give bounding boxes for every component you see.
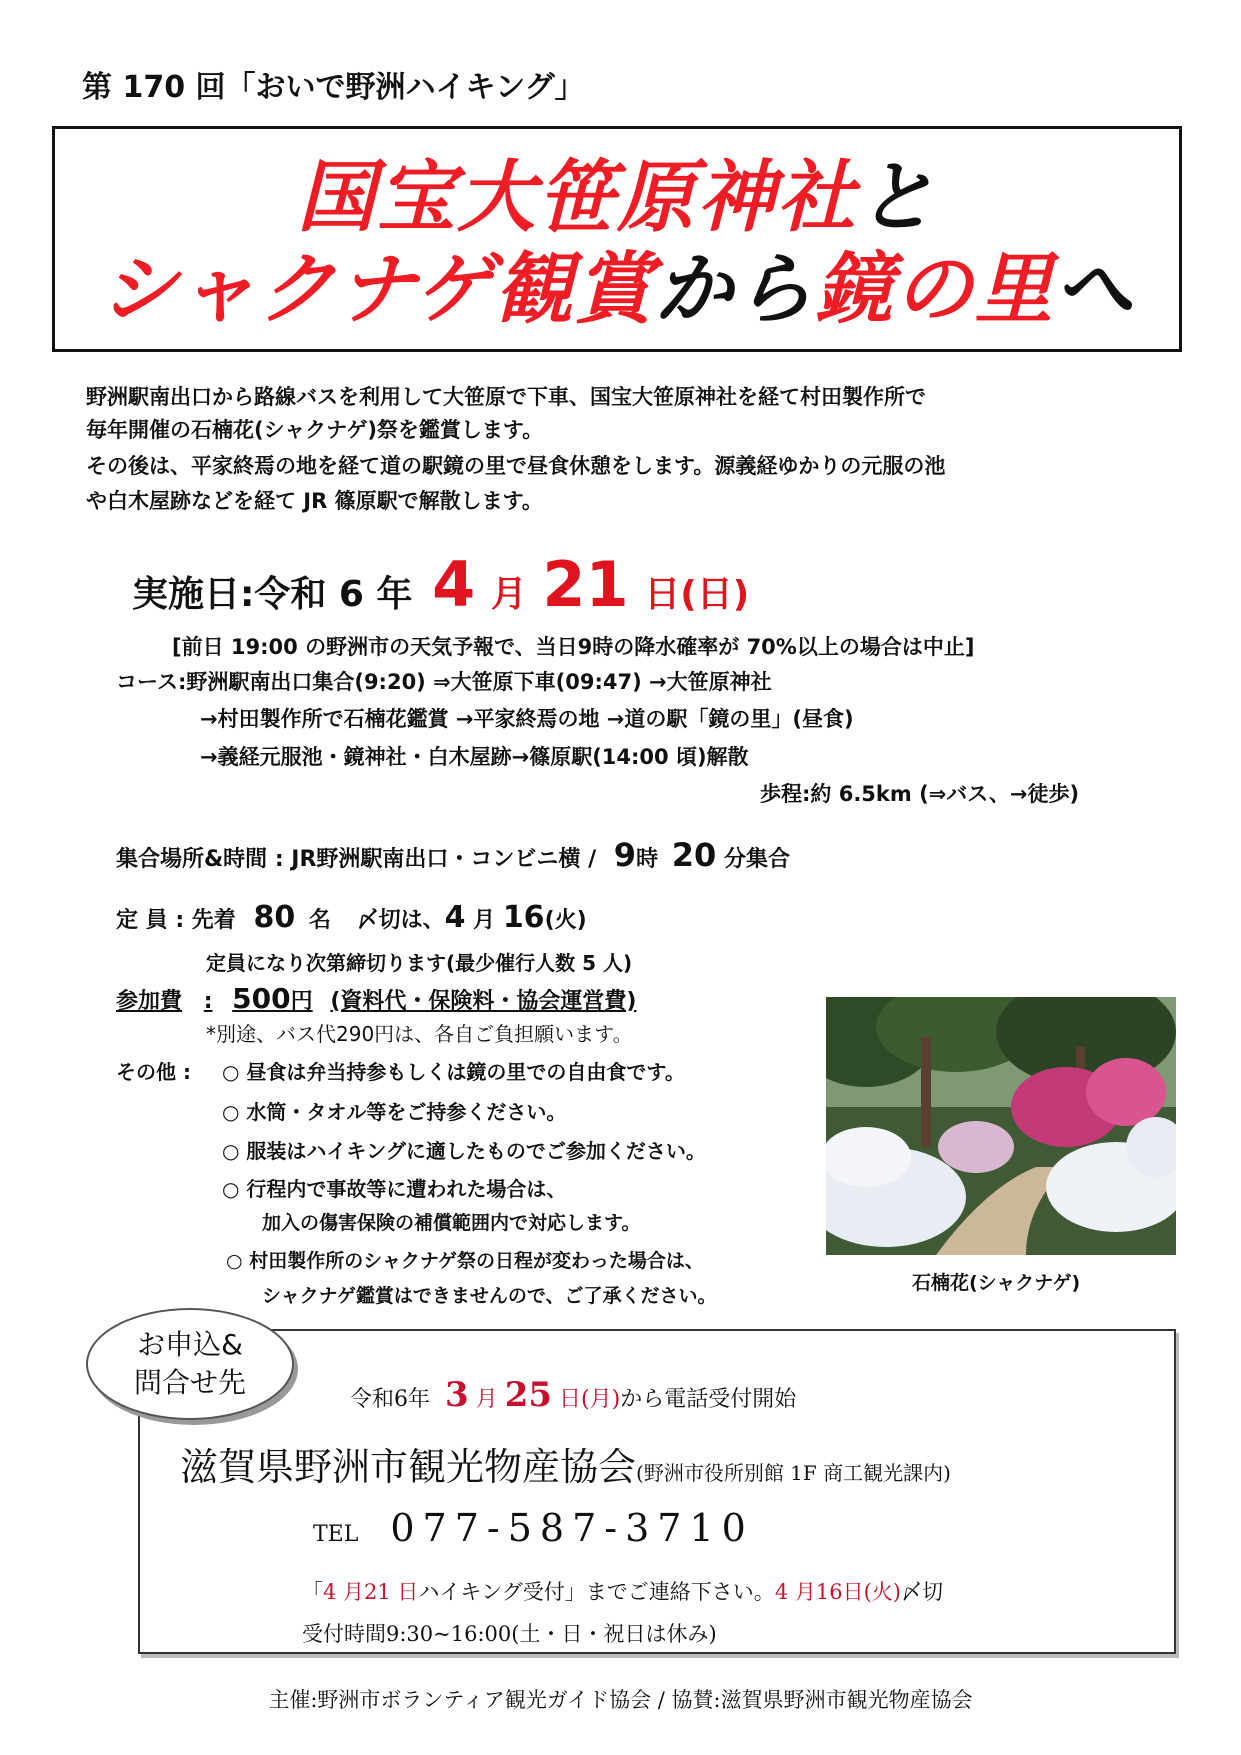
intro-line-4: や白木屋跡などを経て JR 篠原駅で解散します。	[86, 489, 543, 513]
course-line-1: コース:野洲駅南出口集合(9:20) ⇒大笹原下車(09:47) →大笹原神社	[116, 670, 772, 694]
assoc-sub: (野洲市役所別館 1F 商工観光課内)	[636, 1461, 951, 1485]
title-rhododendron: シャクナゲ観賞	[99, 245, 655, 335]
other-item-2: ○ 水筒・タオル等をご持参ください。	[222, 1100, 567, 1124]
title-shrine: 国宝大笹原神社	[296, 153, 857, 243]
fee-unit: 円	[290, 989, 313, 1014]
start-month-unit: 月	[475, 1387, 498, 1412]
distance: 歩程:約 6.5km (⇒バス、→徒歩)	[760, 782, 1080, 806]
date-month-unit: 月	[490, 574, 527, 615]
capacity	[116, 900, 587, 935]
deadline-day-unit: (火)	[544, 908, 587, 933]
weather-note: [前日 19:00 の野洲市の天気予報で、当日9時の降水確率が 70%以上の場合は中止]	[172, 635, 975, 659]
date-label: 実施日:令和 6 年	[132, 574, 413, 615]
assoc-main: 滋賀県野洲市観光物産協会	[180, 1445, 637, 1489]
course-line-3: →義経元服池・鏡神社・白木屋跡→篠原駅(14:00 頃)解散	[200, 745, 749, 769]
note-deadline: 4 月16日(火)	[774, 1580, 901, 1604]
deadline-label: 〆切は、	[356, 908, 445, 933]
other-item-5: ○ 村田製作所のシャクナゲ祭の日程が変わった場合は、	[226, 1250, 704, 1272]
event-date	[132, 548, 749, 621]
title-to: へ	[1054, 245, 1135, 335]
fee-detail: (資料代・保険料・協会運営費)	[330, 989, 637, 1014]
badge-line-2: 問合せ先	[133, 1366, 246, 1399]
date-month: 4	[432, 548, 476, 621]
phone-start	[350, 1375, 796, 1415]
meeting-min-unit: 分集合	[723, 847, 790, 872]
footer-organizers: 主催:野洲市ボランティア観光ガイド協会 / 協賛:滋賀県野洲市観光物産協会	[268, 1688, 973, 1712]
other-item-4: ○ 行程内で事故等に遭われた場合は、	[222, 1177, 567, 1201]
title-line-2	[55, 245, 1179, 335]
start-day-unit: 日(月)	[559, 1387, 621, 1412]
title-from: から	[654, 245, 815, 335]
other-item-4-cont: 加入の傷害保険の補償範囲内で対応します。	[262, 1212, 641, 1234]
capacity-label: 定 員 : 先着	[116, 908, 236, 933]
meeting-info	[116, 836, 790, 874]
rhododendron-photo	[826, 997, 1176, 1255]
deadline-month-unit: 月	[473, 908, 496, 933]
title-kagami: 鏡の里	[814, 245, 1055, 335]
note-end: 〆切	[900, 1580, 943, 1604]
apply-badge	[86, 1308, 294, 1420]
note-mid: ハイキング受付」までご連絡下さい。	[418, 1580, 775, 1604]
capacity-num: 80	[253, 900, 296, 935]
date-day: 21	[542, 548, 629, 621]
start-post: から電話受付開始	[620, 1387, 797, 1412]
title-box	[52, 126, 1182, 352]
start-month: 3	[445, 1375, 469, 1415]
fee	[116, 982, 636, 1015]
intro-line-3: その後は、平家終焉の地を経て道の駅鏡の里で昼食休憩をします。源義経ゆかりの元服の池	[86, 454, 946, 478]
date-day-unit: 日(日)	[644, 574, 750, 615]
fee-label: 参加費	[116, 989, 183, 1014]
note-quote-open: 「	[302, 1580, 323, 1604]
photo-caption: 石楠花(シャクナゲ)	[912, 1272, 1081, 1294]
capacity-unit: 名	[308, 908, 331, 933]
meeting-label: 集合場所&時間 : JR野洲駅南出口・コンビニ横 /	[116, 847, 597, 872]
other-item-5-cont: シャクナゲ鑑賞はできませんので、ご了承ください。	[262, 1285, 717, 1307]
tel-number: 077-587-3710	[390, 1506, 754, 1550]
bus-note: *別途、バス代290円は、各自ご負担願います。	[206, 1022, 633, 1046]
tel-label: TEL	[313, 1522, 359, 1547]
badge-line-1: お申込&	[137, 1328, 243, 1361]
course-line-2: →村田製作所で石楠花鑑賞 →平家終焉の地 →道の駅「鏡の里」(昼食)	[200, 707, 854, 731]
capacity-note: 定員になり次第締切ります(最少催行人数 5 人)	[206, 951, 633, 975]
other-item-1: ○ 昼食は弁当持参もしくは鏡の里での自由食です。	[222, 1060, 685, 1084]
meeting-hour-unit: 時	[636, 847, 659, 872]
meeting-min: 20	[671, 836, 717, 874]
start-day: 25	[504, 1375, 553, 1415]
deadline-day: 16	[502, 900, 545, 935]
garden-illustration	[826, 997, 1176, 1255]
deadline-month: 4	[444, 900, 466, 935]
other-label: その他 :	[116, 1060, 191, 1084]
meeting-hour: 9	[613, 836, 637, 874]
title-line-1	[55, 153, 1179, 243]
association-name	[180, 1436, 951, 1491]
note-hike-date: 4 月21 日	[323, 1580, 419, 1604]
other-item-3: ○ 服装はハイキングに適したものでご参加ください。	[222, 1139, 706, 1163]
apply-note	[302, 1576, 943, 1606]
telephone	[313, 1506, 754, 1550]
fee-amount: 500	[232, 982, 291, 1015]
series-heading: 第 170 回「おいで野洲ハイキング」	[82, 70, 585, 105]
reception-hours: 受付時間9:30~16:00(土・日・祝日は休み)	[302, 1622, 717, 1646]
intro-line-1: 野洲駅南出口から路線バスを利用して大笹原で下車、国宝大笹原神社を経て村田製作所で	[86, 385, 926, 409]
intro-line-2: 毎年開催の石楠花(シャクナゲ)祭を鑑賞します。	[86, 418, 544, 442]
start-pre: 令和6年	[350, 1387, 430, 1412]
title-and: と	[857, 153, 938, 243]
fee-sep: :	[203, 989, 213, 1014]
